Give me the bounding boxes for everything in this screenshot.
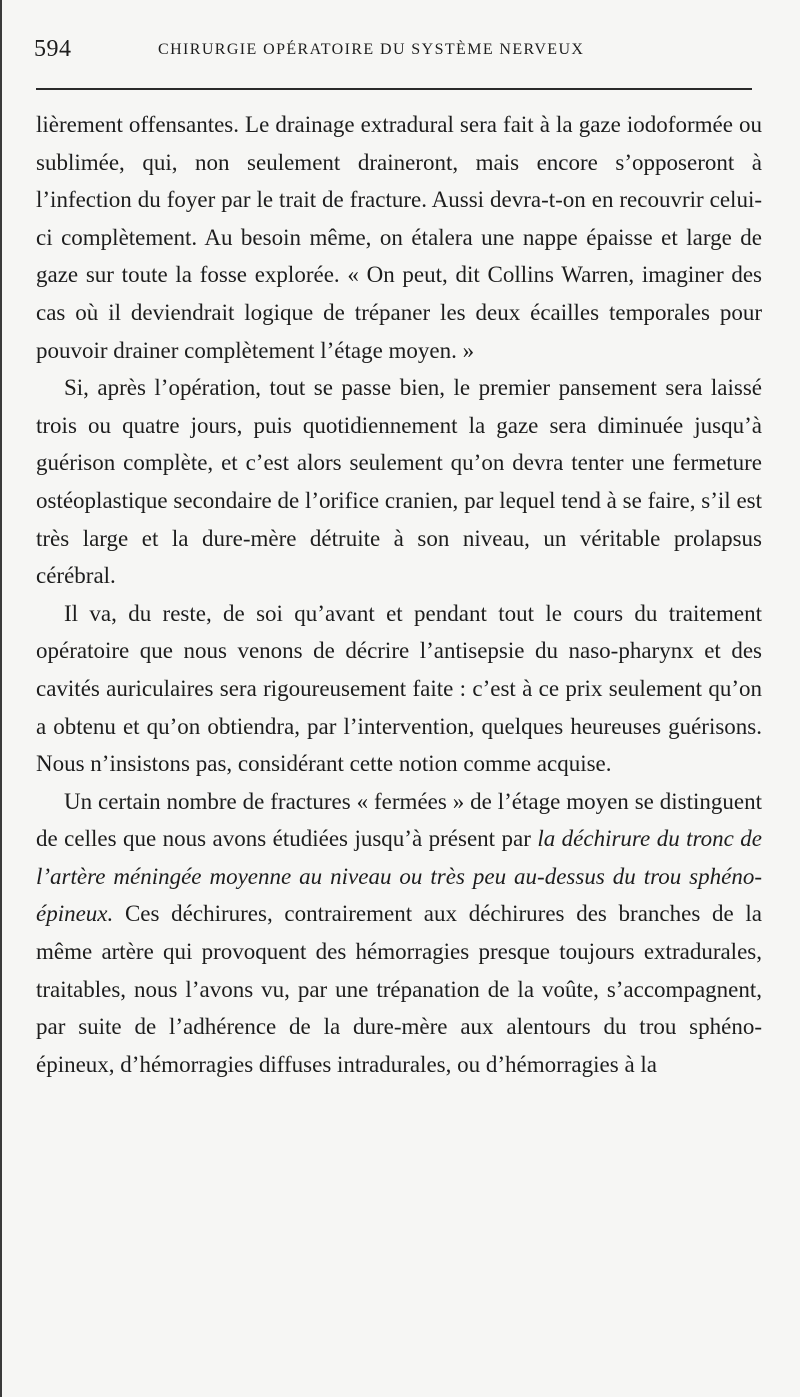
running-head: CHIRURGIE OPÉRATOIRE DU SYSTÈME NERVEUX: [158, 41, 585, 58]
paragraph-4: [36, 783, 762, 1084]
page-number: 594: [34, 36, 72, 62]
header-rule: [36, 88, 752, 90]
paragraph-4-end: Ces déchirures, contrairement aux déchirures des branches de la même artère qui provoquent des hémorragies presque toujours extradurales, traitables, nous l’avons vu, par une trépanation de la voûte, s’accompagnent, par suite de l’adhérence de la dure-mère aux alentours du trou sphéno-épineux, d’hémorragies diffuses intradurales, ou d’hémorragies à la: [36, 901, 762, 1077]
paragraph-4-italic: la déchirure du tronc de l’artère méningée moyenne au niveau ou très peu au-dessus du trou sphéno-épineux.: [36, 826, 763, 927]
paragraph-3: Il va, du reste, de soi qu’avant et pendant tout le cours du traitement opératoire que nous venons de décrire l’antisepsie du naso-pharynx et des cavités auriculaires sera rigoureusement faite : c’est à ce prix seulement qu’on a obtenu et qu’on obtiendra, par l’intervention, quelques heureuses guérisons. Nous n’insistons pas, considérant cette notion comme acquise.: [36, 600, 762, 777]
paragraph-2: Si, après l’opération, tout se passe bien, le premier pansement sera laissé trois ou quatre jours, puis quotidiennement la gaze sera diminuée jusqu’à guérison complète, et c’est alors seulement qu’on devra tenter une fermeture ostéoplastique secondaire de l’orifice cranien, par lequel tend à se faire, s’il est très large et la dure-mère détruite à son niveau, un véritable prolapsus cérébral.: [36, 375, 762, 589]
page-edge: [0, 0, 2, 1397]
paragraph-1: lièrement offensantes. Le drainage extradural sera fait à la gaze iodoformée ou sublimée, qui, non seulement draineront, mais encore s’opposeront à l’infection du foyer par le trait de fracture. Aussi devra-t-on en recouvrir celui-ci complètement. Au besoin même, on étalera une nappe épaisse et large de gaze sur toute la fosse explorée. « On peut, dit Collins Warren, imaginer des cas où il deviendrait logique de trépaner les deux écailles temporales pour pouvoir drainer complètement l’étage moyen. »: [36, 112, 762, 363]
page-header: [34, 36, 754, 66]
paragraph-4-start: Un certain nombre de fractures « fermées » de l’étage moyen se distinguent de celles que nous avons étudiées jusqu’à présent par: [36, 788, 762, 852]
body-text: [36, 106, 762, 1083]
